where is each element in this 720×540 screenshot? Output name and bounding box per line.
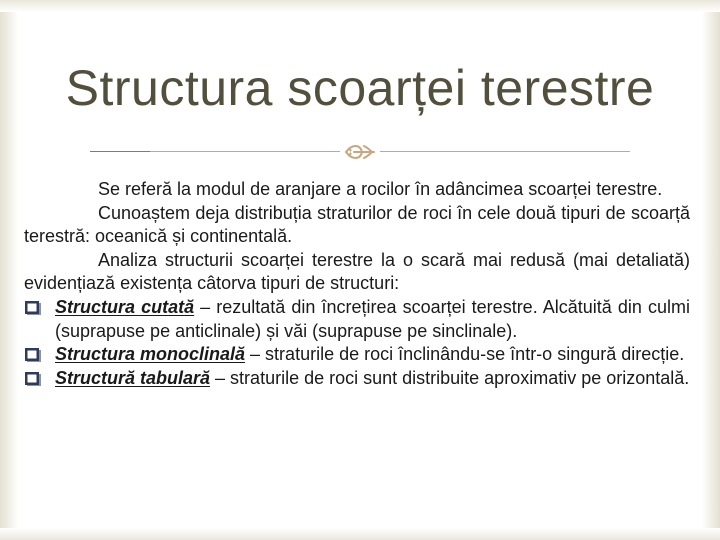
- paragraph-text: Cunoaștem deja distribuția straturilor de roci în cele două tipuri de scoarță terestră: oceanică și continentală.: [24, 202, 690, 247]
- title-divider: [90, 140, 630, 164]
- divider-line-right: [380, 151, 630, 152]
- bullet-term: Structură tabulară: [55, 367, 211, 388]
- bullet-item-3: [24, 367, 690, 391]
- slide-title: Structura scoarței terestre: [65, 60, 655, 116]
- frame-top: [0, 0, 720, 12]
- paragraph-3: [24, 249, 690, 296]
- checkbox-square-icon: [24, 371, 41, 386]
- checkbox-square-icon: [24, 347, 41, 362]
- bullet-item-1: [24, 296, 690, 343]
- paragraph-2: [24, 202, 690, 249]
- bullet-text: – straturile de roci sunt distribuite aproximativ pe orizontală.: [210, 367, 690, 388]
- bullet-term: Structura cutată: [55, 296, 195, 317]
- slide-body: [24, 178, 690, 390]
- bullet-text: – rezultată din încrețirea scoarței terestre. Alcătuită din culmi (suprapuse pe anticlinale) și văi (suprapuse pe sinclinale).: [55, 296, 690, 341]
- bullet-item-2: [24, 343, 690, 367]
- paragraph-text: Analiza structurii scoarței terestre la o scară mai redusă (mai detaliată) evidențiază existența câtorva tipuri de structuri:: [24, 249, 690, 294]
- bullet-term: Structura monoclinală: [55, 344, 246, 365]
- divider-line-left: [90, 151, 340, 152]
- paragraph-text: Se referă la modul de aranjare a rocilor în adâncimea scoarței terestre.: [98, 179, 663, 199]
- checkbox-square-icon: [24, 300, 41, 315]
- fleuron-ornament-icon: [340, 140, 380, 164]
- frame-bottom: [0, 528, 720, 540]
- bullet-text: – straturile de roci înclinându-se într-o singură direcție.: [245, 344, 685, 365]
- paragraph-1: [24, 178, 690, 202]
